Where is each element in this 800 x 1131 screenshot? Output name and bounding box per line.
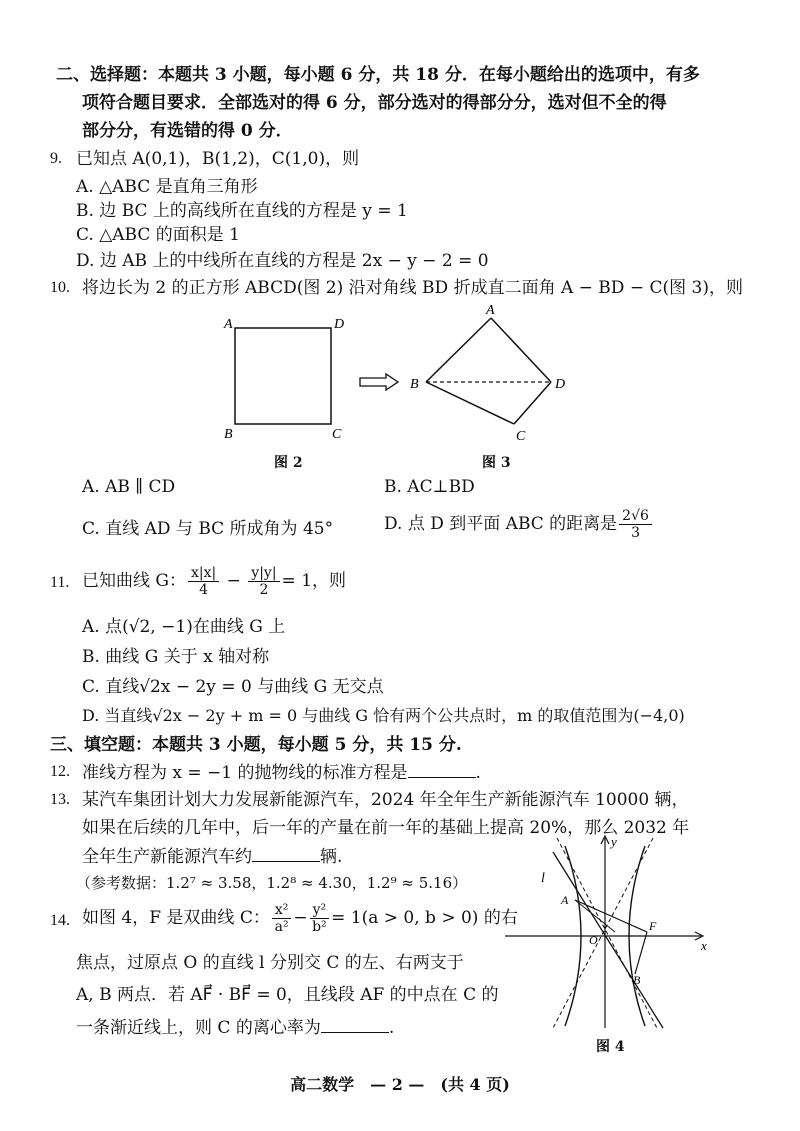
q14-answer-blank[interactable] xyxy=(321,1016,389,1033)
q13-line3-text: 全年生产新能源汽车约 xyxy=(82,847,252,867)
q11-frac2-num: y|y| xyxy=(248,565,279,582)
section2-line3: 部分分，有选错的得 0 分． xyxy=(82,121,293,141)
q9-option-b: B. 边 BC 上的高线所在直线的方程是 y = 1 xyxy=(76,201,408,221)
fig4-caption: 图 4 xyxy=(596,1039,625,1055)
q13-reference: （参考数据：1.2⁷ ≈ 3.58，1.2⁸ ≈ 4.30，1.2⁹ ≈ 5.16） xyxy=(76,874,468,892)
fig2-label-c: C xyxy=(332,427,342,442)
figure-4-hyperbola xyxy=(505,832,715,1032)
q10-frac-num: 2√6 xyxy=(619,508,652,525)
q14-stem-prefix: 如图 4，F 是双曲线 C： xyxy=(82,908,270,928)
fig3-label-b: B xyxy=(410,377,419,392)
q11-frac1-den: 4 xyxy=(199,582,209,598)
q12-end: . xyxy=(475,763,481,783)
q13-number: 13. xyxy=(50,791,70,808)
q10-distance-fraction xyxy=(619,508,652,541)
q13-answer-blank[interactable] xyxy=(252,845,320,862)
q10-frac-den: 3 xyxy=(631,525,640,541)
fig4-label-o: O xyxy=(589,933,598,947)
page-footer: 高二数学 — 2 — (共 4 页) xyxy=(290,1075,510,1094)
q14-frac1-den: a² xyxy=(274,919,289,935)
fig4-label-f: F xyxy=(649,919,657,933)
q10-stem: 将边长为 2 的正方形 ABCD(图 2) 沿对角线 BD 折成直二面角 A − BD − C(图 3)，则 xyxy=(82,278,743,298)
fig4-label-l: l xyxy=(541,871,545,886)
q11-number: 11. xyxy=(50,574,70,591)
q14-line4-end: . xyxy=(388,1018,395,1038)
q10-option-b: B. AC⊥BD xyxy=(384,477,475,497)
q11-stem-prefix: 已知曲线 G： xyxy=(82,571,186,591)
figure-2-square xyxy=(220,312,360,442)
q9-option-a: A. △ABC 是直角三角形 xyxy=(76,177,258,197)
square-abcd xyxy=(235,328,331,424)
fig4-label-x: x xyxy=(701,938,707,953)
section2-title: 二、选择题：本题共 3 小题，每小题 6 分，共 18 分．在每小题给出的选项中，有多 xyxy=(56,65,700,85)
q11-frac1 xyxy=(188,565,219,598)
q14-line2: 焦点，过原点 O 的直线 l 分别交 C 的左、右两支于 xyxy=(76,953,464,973)
q14-line4-text: 一条渐近线上，则 C 的离心率为 xyxy=(76,1018,321,1038)
q14-line3: A, B 两点．若 AF⃗ · BF⃗ = 0，且线段 AF 的中点在 C 的 xyxy=(76,985,499,1005)
q11-frac2 xyxy=(248,565,279,598)
q14-frac2-num: y² xyxy=(310,902,330,919)
q9-option-c: C. △ABC 的面积是 1 xyxy=(76,225,240,245)
q14-frac2 xyxy=(310,902,330,935)
q12-answer-blank[interactable] xyxy=(408,761,476,778)
q13-line3-end: 辆. xyxy=(320,847,343,867)
section2-line2: 项符合题目要求．全部选对的得 6 分，部分选对的得部分分，选对但不全的得 xyxy=(82,93,667,113)
q11-stem xyxy=(82,562,346,600)
q10-option-c: C. 直线 AD 与 BC 所成角为 45° xyxy=(82,519,334,539)
fig3-label-d: D xyxy=(555,377,566,392)
fig4-label-b: B xyxy=(633,973,641,987)
q11-option-d: D. 当直线√2x − 2y + m = 0 与曲线 G 恰有两个公共点时，m 的取值范围为(−4,0) xyxy=(82,706,685,725)
q14-frac1-num: x² xyxy=(272,902,292,919)
q11-frac1-num: x|x| xyxy=(188,565,219,582)
q13-line3 xyxy=(82,845,342,868)
q14-stem: 如图 4，F 是双曲线 C： $\frac{\text{x²}}{\text{a²}}$ − $\frac{\text{y²}}{\text{b²}}$ = 1(a > 0, b > 0) 的右 xyxy=(82,902,518,935)
q11-stem-suffix: = 1，则 xyxy=(281,571,347,591)
fig4-label-y: y xyxy=(611,834,617,849)
q14-number: 14. xyxy=(50,912,70,929)
q11-option-c: C. 直线√2x − 2y = 0 与曲线 G 无交点 xyxy=(82,677,384,697)
q10-option-d xyxy=(384,508,654,541)
q10-option-d-text: D. 点 D 到平面 ABC 的距离是 xyxy=(384,514,618,534)
fold-arrow-icon xyxy=(358,372,402,392)
q14-line4 xyxy=(76,1016,394,1039)
fig2-label-b: B xyxy=(224,427,233,442)
q9-option-d: D. 边 AB 上的中线所在直线的方程是 2x − y − 2 = 0 xyxy=(76,251,489,271)
fig2-label-a: A xyxy=(224,317,233,332)
q11-minus: − xyxy=(226,571,241,591)
q11-option-b: B. 曲线 G 关于 x 轴对称 xyxy=(82,647,270,667)
q11-option-a: A. 点(√2, −1)在曲线 G 上 xyxy=(82,617,286,637)
q11-frac2-den: 2 xyxy=(259,582,269,598)
fig3-label-c: C xyxy=(516,429,526,444)
q12-line xyxy=(82,761,481,784)
q14-stem-suffix: = 1(a > 0, b > 0) 的右 xyxy=(331,908,518,928)
q9-stem: 已知点 A(0,1)，B(1,2)，C(1,0)，则 xyxy=(76,149,360,169)
fig3-label-a: A xyxy=(486,303,495,318)
q9-number: 9. xyxy=(50,150,62,167)
q13-line1: 某汽车集团计划大力发展新能源汽车，2024 年全年生产新能源汽车 10000 辆， xyxy=(82,790,689,810)
section3-title: 三、填空题：本题共 3 小题，每小题 5 分，共 15 分. xyxy=(50,735,462,755)
q14-frac1 xyxy=(272,902,292,935)
q10-number: 10. xyxy=(50,279,70,296)
q10-option-a: A. AB ∥ CD xyxy=(82,477,176,497)
fig2-caption: 图 2 xyxy=(274,455,303,471)
q12-text: 准线方程为 x = −1 的抛物线的标准方程是 xyxy=(82,763,408,783)
q12-number: 12. xyxy=(50,763,70,780)
fig3-caption: 图 3 xyxy=(482,455,511,471)
figure-3-folded xyxy=(404,300,584,448)
fig2-label-d: D xyxy=(334,317,345,332)
q14-frac2-den: b² xyxy=(312,919,327,935)
fig4-label-a: A xyxy=(561,893,569,907)
q13-line2: 如果在后续的几年中，后一年的产量在前一年的基础上提高 20%，那么 2032 年 xyxy=(82,818,690,838)
